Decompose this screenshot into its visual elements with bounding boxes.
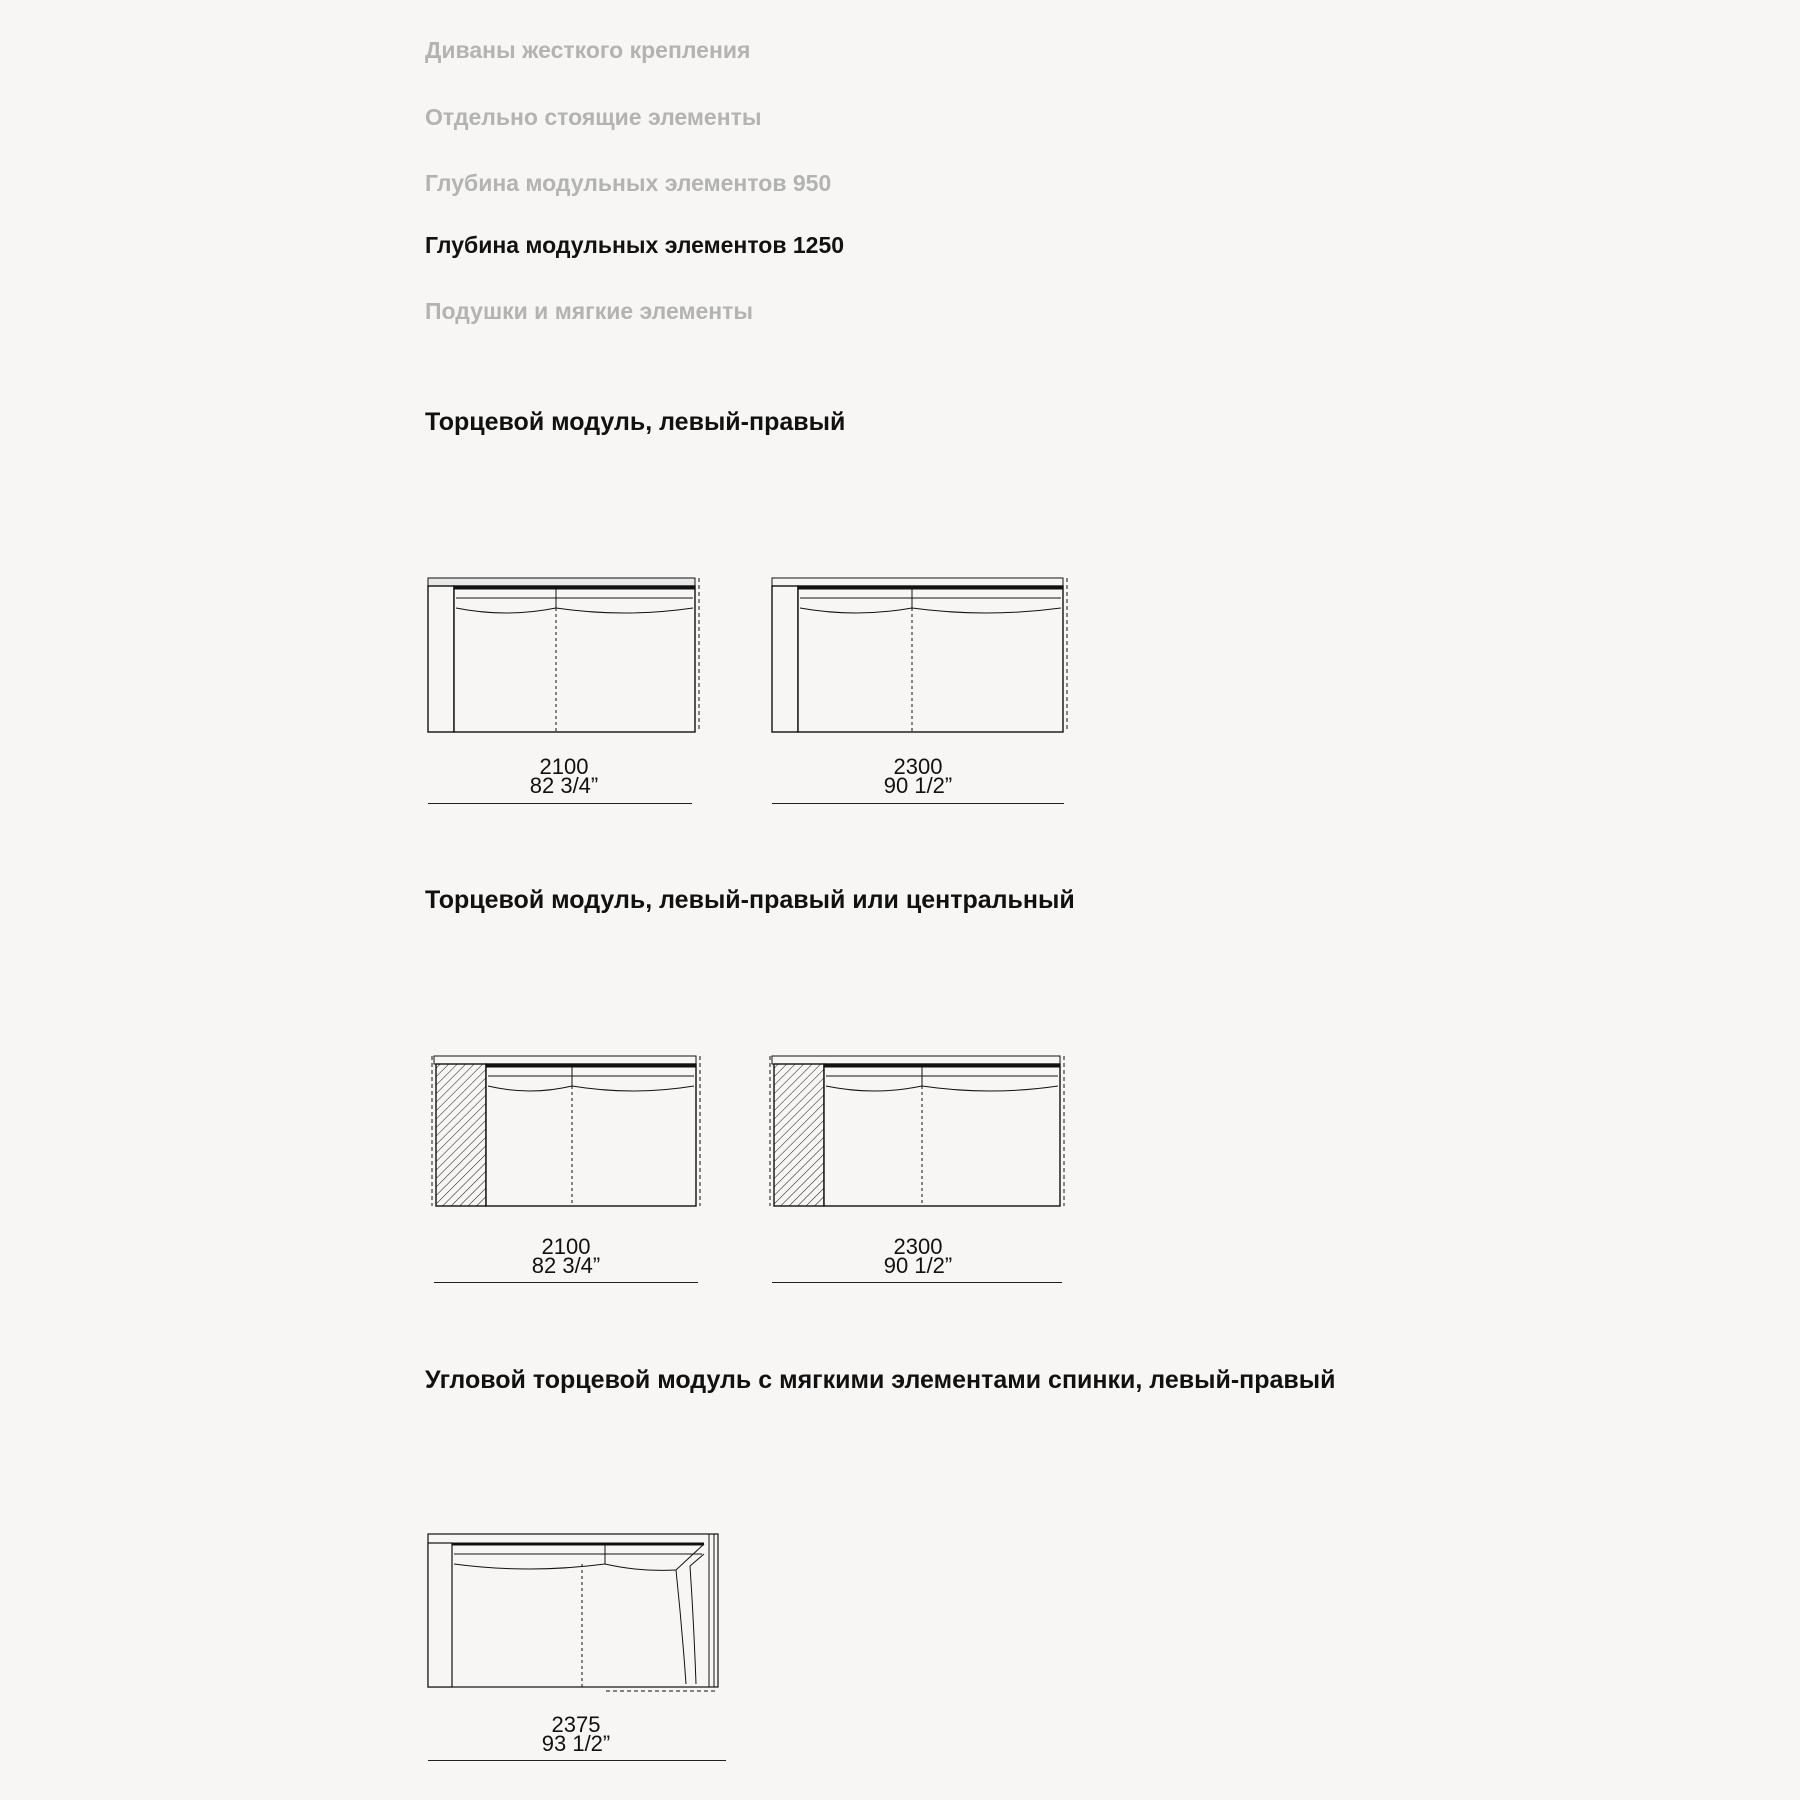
end-module-drawing-icon (772, 575, 1068, 735)
end-module-drawing-icon (428, 575, 700, 735)
section-title-corner-module: Угловой торцевой модуль с мягкими элементами спинки, левый-правый (425, 1366, 1336, 1394)
dimension-inch: 90 1/2” (883, 773, 953, 798)
dimension-mm: 2100 (539, 754, 589, 779)
nav-item-freestanding-elements[interactable]: Отдельно стоящие элементы (425, 104, 762, 130)
dimension-line (772, 1282, 1062, 1283)
dimension-inch: 93 1/2” (541, 1731, 611, 1756)
central-module-drawing-icon (434, 1053, 706, 1213)
nav-item-cushions[interactable]: Подушки и мягкие элементы (425, 298, 754, 324)
nav-item-depth-950[interactable]: Глубина модульных элементов 950 (425, 170, 832, 196)
module-card-corner-2375[interactable] (428, 1532, 728, 1764)
dimension-mm: 2100 (541, 1234, 591, 1259)
dimension-line (428, 803, 692, 804)
dimension-line (428, 1760, 726, 1761)
module-card-end-2100[interactable] (428, 575, 700, 805)
dimension-mm: 2300 (893, 754, 943, 779)
module-card-central-2300[interactable] (772, 1053, 1068, 1283)
module-card-central-2100[interactable] (434, 1053, 706, 1283)
dimension-label (428, 754, 700, 798)
section-title-end-module: Торцевой модуль, левый-правый (425, 408, 846, 436)
corner-module-drawing-icon (428, 1532, 728, 1692)
dimension-inch: 90 1/2” (883, 1253, 953, 1278)
module-card-end-2300[interactable] (772, 575, 1068, 805)
section-title-central-module: Торцевой модуль, левый-правый или центральный (425, 886, 1075, 914)
dimension-line (434, 1282, 698, 1283)
dimension-mm: 2300 (893, 1234, 943, 1259)
dimension-label (772, 754, 1064, 798)
dimension-line (772, 803, 1064, 804)
dimension-label (772, 1234, 1064, 1278)
dimension-mm: 2375 (551, 1712, 601, 1737)
dimension-label (434, 1234, 698, 1278)
central-module-drawing-icon (772, 1053, 1068, 1213)
dimension-label (428, 1712, 724, 1756)
dimension-inch: 82 3/4” (529, 773, 599, 798)
nav-item-depth-1250[interactable]: Глубина модульных элементов 1250 (425, 232, 845, 258)
dimension-inch: 82 3/4” (531, 1253, 601, 1278)
nav-item-fixed-sofas[interactable]: Диваны жесткого крепления (425, 37, 751, 63)
